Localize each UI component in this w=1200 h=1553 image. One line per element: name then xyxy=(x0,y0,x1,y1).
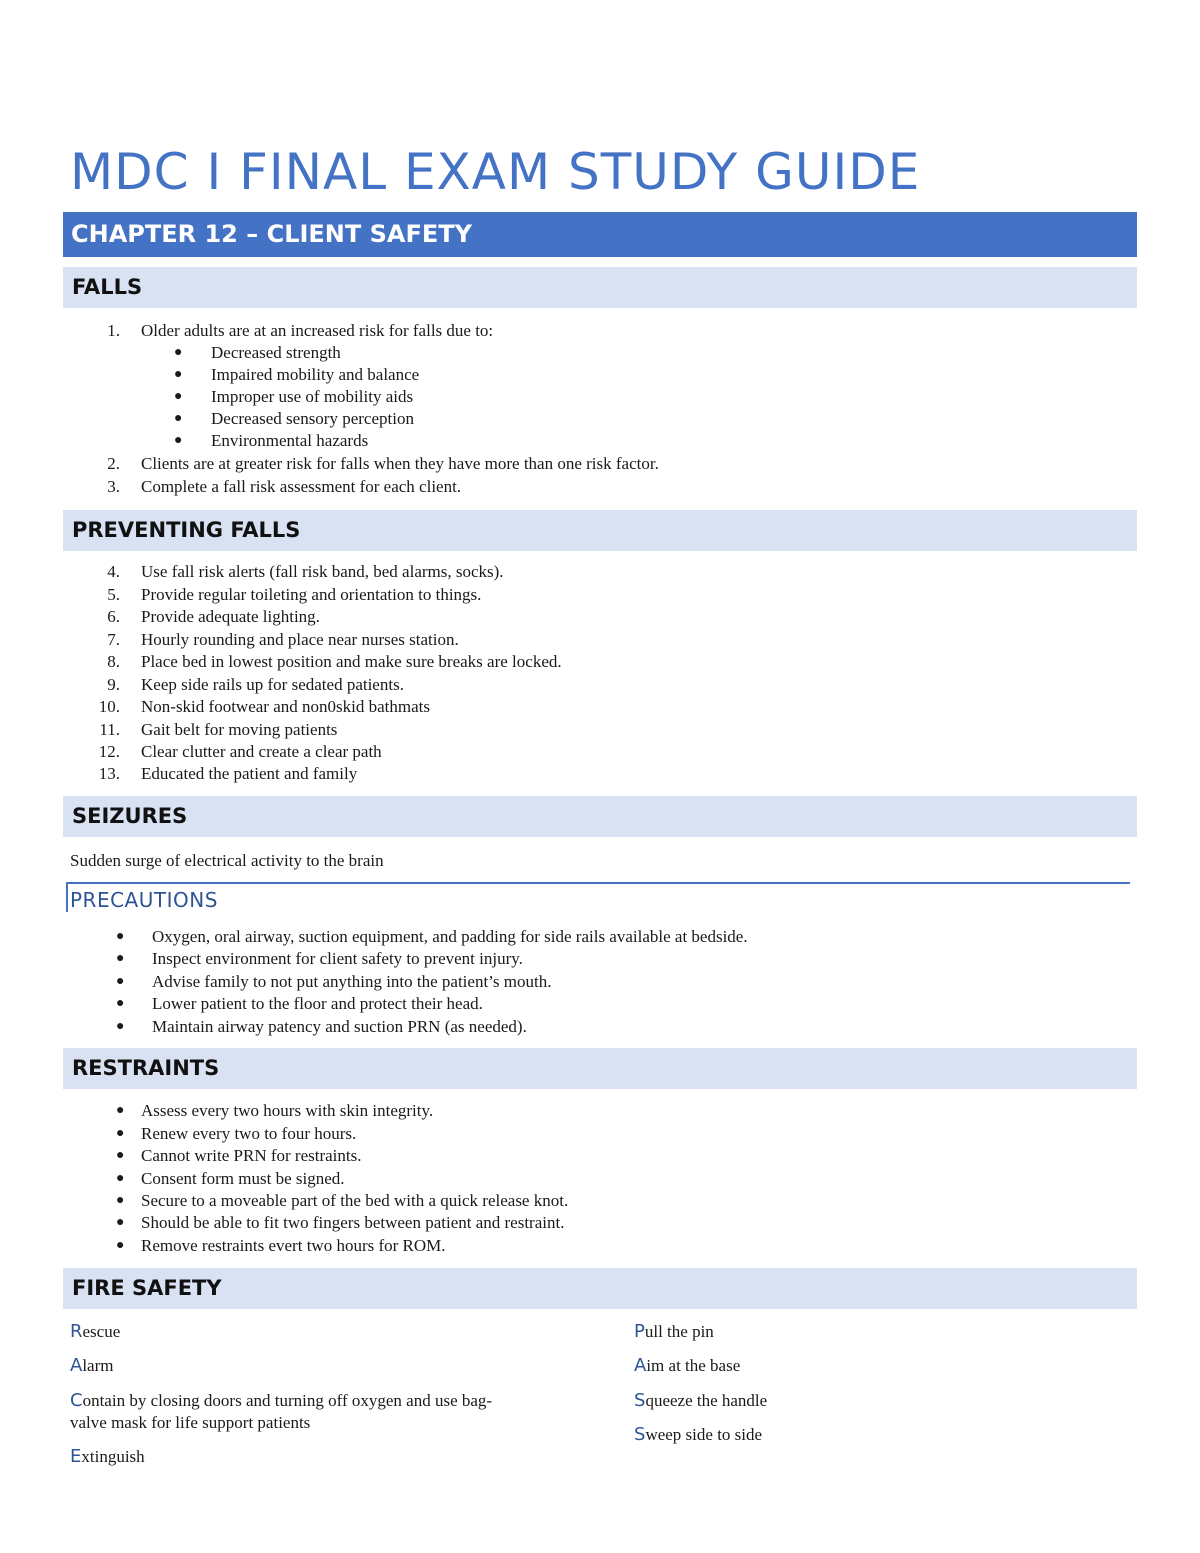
list-text: Complete a fall risk assessment for each client. xyxy=(141,477,462,496)
pass-item-squeeze: Squeeze the handle xyxy=(634,1390,768,1411)
race-item-contain: Contain by closing doors and turning off oxygen and use bag- valve mask for life support patients xyxy=(70,1390,493,1432)
bullet-icon: ● xyxy=(174,367,183,382)
pass-item-sweep: Sweep side to side xyxy=(634,1424,763,1445)
bullet-icon: ● xyxy=(116,1103,125,1118)
precautions-rule xyxy=(66,882,1130,884)
list-text: Older adults are at an increased risk for falls due to: xyxy=(141,321,494,340)
chapter-heading-bar xyxy=(63,212,1137,257)
precautions-rule-left xyxy=(66,882,68,912)
bullet-icon: ● xyxy=(174,345,183,360)
bullet-icon: ● xyxy=(116,1215,125,1230)
restraints-heading: RESTRAINTS xyxy=(72,1056,220,1080)
bullet-icon: ● xyxy=(116,1019,125,1034)
fire-safety-heading: FIRE SAFETY xyxy=(72,1276,222,1300)
list-text: Clients are at greater risk for falls when they have more than one risk factor. xyxy=(141,454,659,473)
fire-safety-heading-bar xyxy=(63,1268,1137,1309)
falls-heading-bar xyxy=(63,267,1137,308)
bullet-icon: ● xyxy=(116,1148,125,1163)
bullet-icon: ● xyxy=(174,411,183,426)
list-number: 2. xyxy=(107,454,120,473)
falls-heading: FALLS xyxy=(72,275,143,299)
bullet-icon: ● xyxy=(116,951,125,966)
restraints-heading-bar xyxy=(63,1048,1137,1089)
bullet-icon: ● xyxy=(116,1126,125,1141)
race-item-rescue: Rescue xyxy=(70,1321,121,1342)
document-title: MDC I FINAL EXAM STUDY GUIDE xyxy=(70,143,921,201)
pass-item-aim: Aim at the base xyxy=(634,1355,741,1376)
race-item-extinguish: Extinguish xyxy=(70,1446,145,1467)
bullet-icon: ● xyxy=(116,996,125,1011)
preventing-falls-heading: PREVENTING FALLS xyxy=(72,518,301,542)
bullet-icon: ● xyxy=(116,929,125,944)
bullet-icon: ● xyxy=(174,433,183,448)
list-number: 1. xyxy=(107,321,120,340)
chapter-heading: CHAPTER 12 – CLIENT SAFETY xyxy=(71,220,473,248)
seizures-heading-bar xyxy=(63,796,1137,837)
bullet-icon: ● xyxy=(116,1171,125,1186)
list-number: 3. xyxy=(107,477,120,496)
bullet-icon: ● xyxy=(174,389,183,404)
bullet-icon: ● xyxy=(116,1193,125,1208)
preventing-falls-heading-bar xyxy=(63,510,1137,551)
pass-item-pull: Pull the pin xyxy=(634,1321,714,1342)
bullet-icon: ● xyxy=(116,974,125,989)
seizures-description: Sudden surge of electrical activity to the brain xyxy=(70,851,384,870)
race-item-alarm: Alarm xyxy=(70,1355,114,1376)
precautions-heading: PRECAUTIONS xyxy=(70,888,218,912)
seizures-heading: SEIZURES xyxy=(72,804,188,828)
bullet-icon: ● xyxy=(116,1238,125,1253)
